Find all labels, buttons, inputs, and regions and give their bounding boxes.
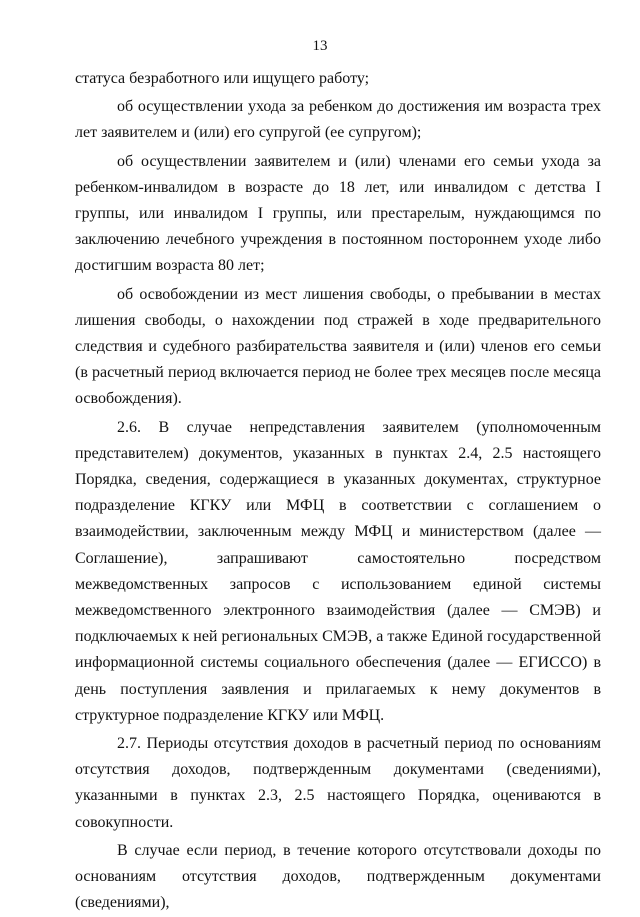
page-number: 13: [312, 38, 328, 54]
paragraph-disabled-care: об осуществлении заявителем и (или) членами его семьи ухода за ребенком-инвалидом в возрасте до 18 лет, или инвалидом с детства I группы, или инвалидом I группы, или престарелым, нуждающимся по заключению лечебного учреждения в постоянном постороннем уходе либо достигшим возраста 80 лет;: [75, 152, 601, 275]
paragraph-section-2-6: 2.6. В случае непредставления заявителем (уполномоченным представителем) документов, указанных в пунктах 2.4, 2.5 настоящего Порядка, сведения, содержащиеся в указанных документах, структурное подразделение КГКУ или МФЦ в соответствии с соглашением о взаимодействии, заключенным между МФЦ и министерством (далее — Соглашение), запрашивают самостоятельно посредством межведомственных запросов с использованием единой системы межведомственного электронного взаимодействия (далее — СМЭВ) и подключаемых к ней региональных СМЭВ, а также Единой государственной информационной системы социального обеспечения (далее — ЕГИССО) в день поступления заявления и прилагаемых к нему документов в структурное подразделение КГКУ или МФЦ.: [75, 418, 601, 724]
paragraph-period-case: В случае если период, в течение которого отсутствовали доходы по основаниям отсутствия доходов, подтвержденным документами (сведениями),: [75, 841, 601, 912]
paragraph-child-care: об осуществлении ухода за ребенком до достижения им возраста трех лет заявителем и (или) его супругой (ее супругом);: [75, 98, 601, 142]
paragraph-section-2-7: 2.7. Периоды отсутствия доходов в расчетный период по основаниям отсутствия доходов, подтвержденным документами (сведениями), указанными в пунктах 2.3, 2.5 настоящего Порядка, оцениваются в совокупности.: [75, 735, 601, 831]
paragraph-release-from-prison: об освобождении из мест лишения свободы, о пребывании в местах лишения свободы, о нахождении под стражей в ходе предварительного следствия и судебного разбирательства заявителя и (или) членов его семьи (в расчетный период включается период не более трех месяцев после месяца освобождения).: [75, 285, 601, 408]
document-body: [75, 66, 601, 917]
paragraph-status-continuation: статуса безработного или ищущего работу;: [75, 70, 370, 87]
